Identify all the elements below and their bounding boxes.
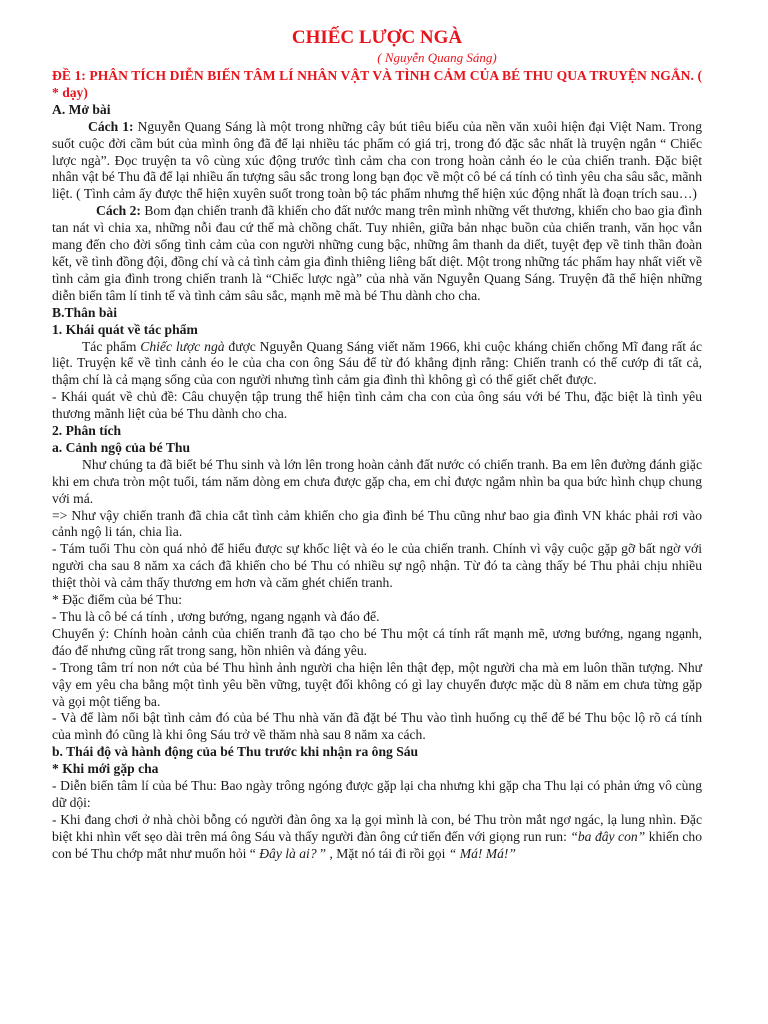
- cach-1-label: Cách 1:: [88, 118, 134, 134]
- subsection-heading-2b: b. Thái độ và hành động của bé Thu trước khi nhận ra ông Sáu: [52, 744, 419, 760]
- tac-pham-prefix: Tác phẩm: [82, 338, 141, 354]
- author-line: ( Nguyễn Quang Sáng): [377, 50, 497, 65]
- section-heading-mo-bai: A. Mở bài: [52, 101, 111, 117]
- section-heading-than-bai: B.Thân bài: [52, 304, 117, 320]
- paragraph-2a-5: - Thu là cô bé cá tính , ương bướng, ngang ngạnh và đáo để.: [52, 609, 380, 624]
- 2b-2-text-b: khiến cho con bé Thu chớp mắt như muốn hỏi “: [52, 828, 702, 861]
- work-title: Chiếc lược ngà: [140, 338, 225, 354]
- quote-ba-day-con: “ba đây con”: [570, 828, 646, 844]
- subsection-heading-2: 2. Phân tích: [52, 423, 122, 439]
- subsection-heading-2a: a. Cảnh ngộ của bé Thu: [52, 439, 191, 455]
- paragraph-2a-8: - Và để làm nổi bật tình cảm đó của bé Thu nhà văn đã đặt bé Thu vào tình huống cụ thể để bé Thu bộc lộ rõ cá tính của mình đó cũng là khi ông Sáu trở về thăm nhà sau 8 năm xa cách.: [52, 710, 702, 743]
- document-title: CHIẾC LƯỢC NGÀ: [291, 27, 463, 48]
- assignment-title: ĐỀ 1: PHÂN TÍCH DIỄN BIẾN TÂM LÍ NHÂN VẬT VÀ TÌNH CẢM CỦA BÉ THU QUA TRUYỆN NGẮN. ( * dạy): [52, 68, 702, 100]
- 2b-2-text-a: - Khi đang chơi ở nhà chòi bỗng có người đàn ông xa lạ gọi mình là con, bé Thu tròn mắt ngơ ngác, lạ lung nhìn. Đặc biệt khi nhìn vết sẹo dài trên má ông Sáu và thấy người đàn ông cứ tiến đến với giọng run run:: [52, 811, 702, 844]
- paragraph-2a-4: * Đặc điểm của bé Thu:: [52, 592, 182, 608]
- paragraph-2a-7: - Trong tâm trí non nớt của bé Thu hình ảnh người cha hiện lên thật đẹp, một người cha mà em luôn thần tượng. Như vậy em yêu cha bằng một tình yêu bền vững, tuyệt đối không có gì lay chuyển được mặc dù 8 năm em chưa từng gặp và gọi một tiếng ba.: [52, 659, 702, 709]
- quote-day-la-ai: Đây là ai?: [255, 845, 317, 861]
- paragraph-cach-2: [52, 203, 702, 304]
- paragraph-2a-1: Như chúng ta đã biết bé Thu sinh và lớn lên trong hoàn cảnh đất nước có chiến tranh. Ba em lên đường đánh giặc khi em chưa tròn một tuổi, tám năm dòng em chưa được gặp cha, em chỉ được ngắm nhìn ba qua bức hình chụp chung với má.: [52, 456, 702, 506]
- paragraph-chu-de: - Khái quát về chủ đề: Câu chuyện tập trung thể hiện tình cảm cha con của ông sáu với bé Thu, đặc biệt là tình yêu thương mãnh liệt của bé Thu dành cho cha.: [52, 389, 702, 422]
- subsection-heading-khi-moi-gap: * Khi mới gặp cha: [52, 761, 159, 777]
- paragraph-tac-pham: [52, 339, 702, 390]
- paragraph-2b-2: [52, 812, 702, 863]
- cach-1-text: Nguyễn Quang Sáng là một trong những cây bút tiêu biểu của nền văn xuôi hiện đại Việt Nam. Trong suốt cuộc đời cầm bút của mình ông đã để lại nhiều tác phẩm có giá trị, trong đó đặc sắc nhất là truyện ngắn “ Chiếc lược ngà”. Đọc truyện ta vô cùng xúc động trước tình cảm cha con trong hoàn cảnh éo le của chiến tranh. Đặc biệt nhân vật bé Thu đã để lại nhiều ấn tượng sâu sắc trong long bạn đọc về một cô bé cá tính có tình yêu cha sâu sắc, mãnh liệt. ( Tình cảm ấy được thể hiện xuyên suốt trong toàn bộ tác phẩm nhưng thể hiện xúc động nhất là đoạn trích sau…): [52, 118, 702, 202]
- 2b-2-text-c: ” , Mặt nó tái đi rồi gọi: [316, 845, 449, 861]
- paragraph-cach-1: [52, 119, 702, 204]
- tac-pham-text: được Nguyễn Quang Sáng viết năm 1966, khi cuộc kháng chiến chống Mĩ đang rất ác liệt. Truyện kể về tình cảnh éo le của cha con ông Sáu để từ đó khẳng định rằng: Chiến tranh có thể cướp đi tất cả, thậm chí là cả mạng sống của con người nhưng tình cảm gia đình thì không gì có thể giết chết được.: [52, 338, 702, 388]
- paragraph-2a-3: - Tám tuổi Thu còn quá nhỏ để hiểu được sự khốc liệt và éo le của chiến tranh. Chính vì vậy cuộc gặp gỡ bất ngờ với người cha sau 8 năm xa cách đã khiến cho bé Thu có nhiều sự ngộ nhận. Từ đó ta càng thấy bé Thu phải chịu nhiều thiệt thòi và cảm thấy thương em hơn và căm ghét chiến tranh.: [52, 541, 702, 591]
- subsection-heading-1: 1. Khái quát về tác phẩm: [52, 321, 198, 337]
- quote-ma-ma: “ Má! Má!”: [448, 845, 516, 861]
- paragraph-2b-1: - Diễn biến tâm lí của bé Thu: Bao ngày trông ngóng được gặp lại cha nhưng khi gặp cha Thu lại có phản ứng vô cùng dữ dội:: [52, 778, 702, 810]
- cach-2-label: Cách 2:: [96, 203, 141, 219]
- paragraph-2a-2: => Như vậy chiến tranh đã chia cắt tình cảm khiến cho gia đình bé Thu cũng như bao gia đình VN khác phải rơi vào cảnh ngộ li tán, chia lìa.: [52, 507, 702, 540]
- cach-2-text: Bom đạn chiến tranh đã khiến cho đất nước mang trên mình những vết thương, khiến cho bao gia đình tan nát vì chia xa, những nỗi đau cứ thế mà chồng chất. Tuy nhiên, giữa bản nhạc buồn của chiến tranh, văn học vẫn mang đến cho đời sống tình cảm của con người những cung bậc, những âm thanh da diết, tuyệt đẹp về tinh thần đoàn kết, về tình đồng đội, đồng chí và cả tình cảm gia đình thiêng liêng bất diệt. Một trong những tác phẩm hay nhất viết về tình cảm gia đình trong chiến tranh là “Chiếc lược ngà” của nhà văn Nguyễn Quang Sáng. Truyện đã thể hiện những diễn biến tâm lí tinh tế và tình cảm sâu sắc, mạnh mẽ mà bé Thu dành cho cha.: [52, 203, 702, 303]
- paragraph-2a-6: Chuyển ý: Chính hoàn cảnh của chiến tranh đã tạo cho bé Thu một cá tính rất mạnh mẽ, ương bướng, ngang ngạnh, đáo để nhưng cũng rất trong sang, hồn nhiên và đáng yêu.: [52, 625, 702, 658]
